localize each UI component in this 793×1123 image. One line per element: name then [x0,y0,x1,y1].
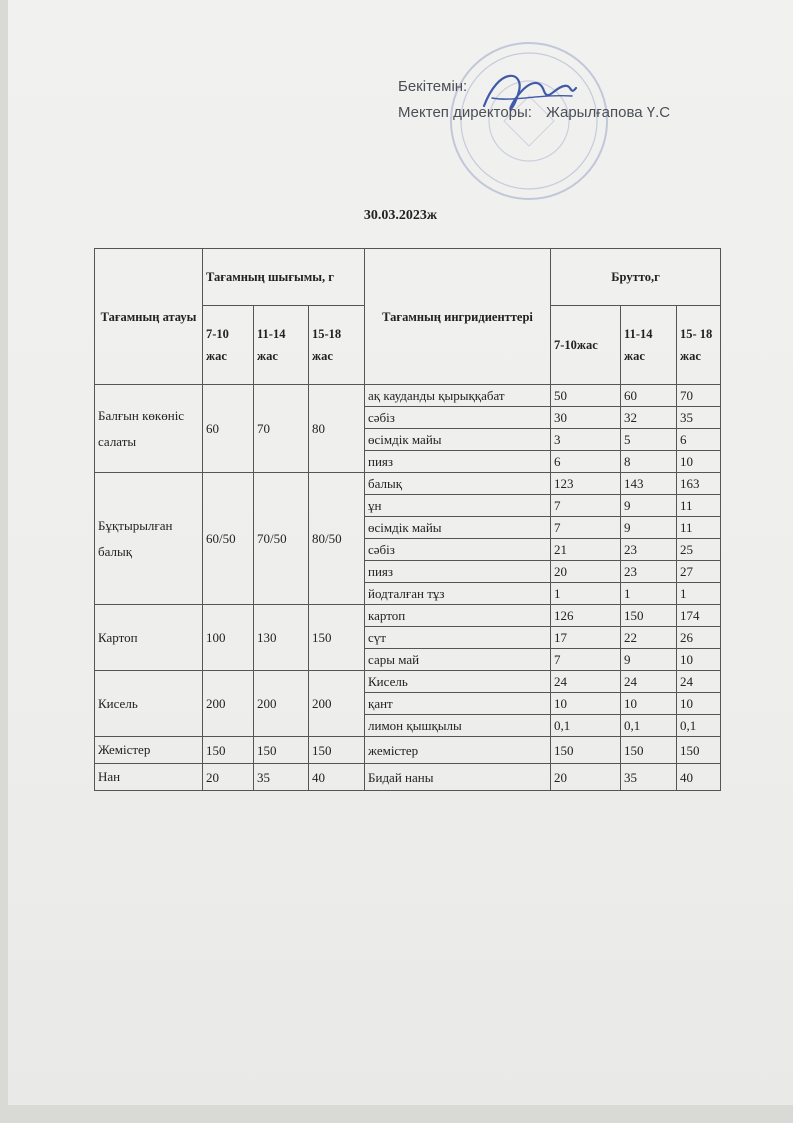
brutto-value: 3 [551,429,621,451]
menu-date: 30.03.2023ж [363,208,438,223]
header-output-age: 7-10 жас [203,306,254,385]
director-line [398,100,670,126]
brutto-value: 10 [677,693,721,715]
dish-output: 200 [254,671,309,737]
dish-output: 60/50 [203,473,254,605]
brutto-value: 8 [621,451,677,473]
brutto-value: 10 [677,451,721,473]
dish-name: Кисель [95,671,203,737]
dish-name: Нан [95,764,203,791]
brutto-value: 9 [621,649,677,671]
dish-output: 80/50 [309,473,365,605]
brutto-value: 24 [551,671,621,693]
dish-name: Картоп [95,605,203,671]
dish-output: 40 [309,764,365,791]
brutto-value: 24 [677,671,721,693]
dish-output: 150 [203,737,254,764]
brutto-value: 0,1 [677,715,721,737]
menu-table [94,248,721,791]
header-ingredients: Тағамның ингридиенттері [365,249,551,385]
dish-output: 20 [203,764,254,791]
brutto-value: 24 [621,671,677,693]
brutto-value: 30 [551,407,621,429]
brutto-value: 25 [677,539,721,561]
header-brutto-age: 15- 18 жас [677,306,721,385]
brutto-value: 35 [621,764,677,791]
ingredient-name: лимон қышқылы [365,715,551,737]
dish-output: 150 [309,737,365,764]
brutto-value: 11 [677,517,721,539]
table-row [95,385,721,407]
dish-output: 70/50 [254,473,309,605]
header-dish-name: Тағамның атауы [95,249,203,385]
dish-output: 35 [254,764,309,791]
table-row [95,605,721,627]
header-output-age: 11-14 жас [254,306,309,385]
brutto-value: 32 [621,407,677,429]
brutto-value: 27 [677,561,721,583]
brutto-value: 0,1 [621,715,677,737]
dish-output: 80 [309,385,365,473]
table-row [95,764,721,791]
ingredient-name: сәбіз [365,407,551,429]
director-label: Мектеп директоры: [398,104,532,121]
brutto-value: 6 [551,451,621,473]
approval-block [398,74,670,126]
ingredient-name: ақ кауданды қырыққабат [365,385,551,407]
header-output: Тағамның шығымы, г [203,249,365,306]
brutto-value: 60 [621,385,677,407]
table-row [95,473,721,495]
brutto-value: 10 [677,649,721,671]
ingredient-name: қант [365,693,551,715]
brutto-value: 17 [551,627,621,649]
header-brutto-age: 7-10жас [551,306,621,385]
document-page [8,0,793,1105]
menu-table-body [95,385,721,791]
ingredient-name: сәбіз [365,539,551,561]
table-row [95,737,721,764]
ingredient-name: Бидай наны [365,764,551,791]
brutto-value: 1 [621,583,677,605]
brutto-value: 23 [621,561,677,583]
brutto-value: 126 [551,605,621,627]
ingredient-name: картоп [365,605,551,627]
brutto-value: 7 [551,649,621,671]
brutto-value: 123 [551,473,621,495]
approval-line: Бекітемін: [398,78,468,95]
ingredient-name: пияз [365,561,551,583]
brutto-value: 50 [551,385,621,407]
dish-name: Жемістер [95,737,203,764]
brutto-value: 150 [621,737,677,764]
brutto-value: 5 [621,429,677,451]
brutto-value: 20 [551,561,621,583]
dish-output: 150 [254,737,309,764]
header-brutto-age: 11-14 жас [621,306,677,385]
header-brutto: Брутто,г [551,249,721,306]
table-row [95,671,721,693]
brutto-value: 9 [621,517,677,539]
brutto-value: 10 [621,693,677,715]
brutto-value: 150 [677,737,721,764]
brutto-value: 1 [551,583,621,605]
ingredient-name: Кисель [365,671,551,693]
ingredient-name: балық [365,473,551,495]
dish-output: 200 [309,671,365,737]
ingredient-name: өсімдік майы [365,429,551,451]
brutto-value: 40 [677,764,721,791]
dish-name: Бұқтырылған балық [95,473,203,605]
dish-output: 200 [203,671,254,737]
brutto-value: 1 [677,583,721,605]
brutto-value: 23 [621,539,677,561]
brutto-value: 174 [677,605,721,627]
director-name: Жарылғапова Ү.С [545,104,671,121]
ingredient-name: жемістер [365,737,551,764]
brutto-value: 9 [621,495,677,517]
dish-output: 130 [254,605,309,671]
ingredient-name: өсімдік майы [365,517,551,539]
brutto-value: 20 [551,764,621,791]
brutto-value: 26 [677,627,721,649]
ingredient-name: ұн [365,495,551,517]
dish-output: 150 [309,605,365,671]
header-output-age: 15-18 жас [309,306,365,385]
dish-name: Балғын көкөніс салаты [95,385,203,473]
brutto-value: 21 [551,539,621,561]
ingredient-name: пияз [365,451,551,473]
brutto-value: 150 [621,605,677,627]
dish-output: 70 [254,385,309,473]
ingredient-name: йодталған тұз [365,583,551,605]
dish-output: 100 [203,605,254,671]
ingredient-name: сары май [365,649,551,671]
brutto-value: 10 [551,693,621,715]
ingredient-name: сүт [365,627,551,649]
brutto-value: 35 [677,407,721,429]
brutto-value: 11 [677,495,721,517]
brutto-value: 163 [677,473,721,495]
brutto-value: 7 [551,495,621,517]
brutto-value: 150 [551,737,621,764]
dish-output: 60 [203,385,254,473]
brutto-value: 22 [621,627,677,649]
brutto-value: 70 [677,385,721,407]
brutto-value: 6 [677,429,721,451]
brutto-value: 7 [551,517,621,539]
brutto-value: 0,1 [551,715,621,737]
brutto-value: 143 [621,473,677,495]
